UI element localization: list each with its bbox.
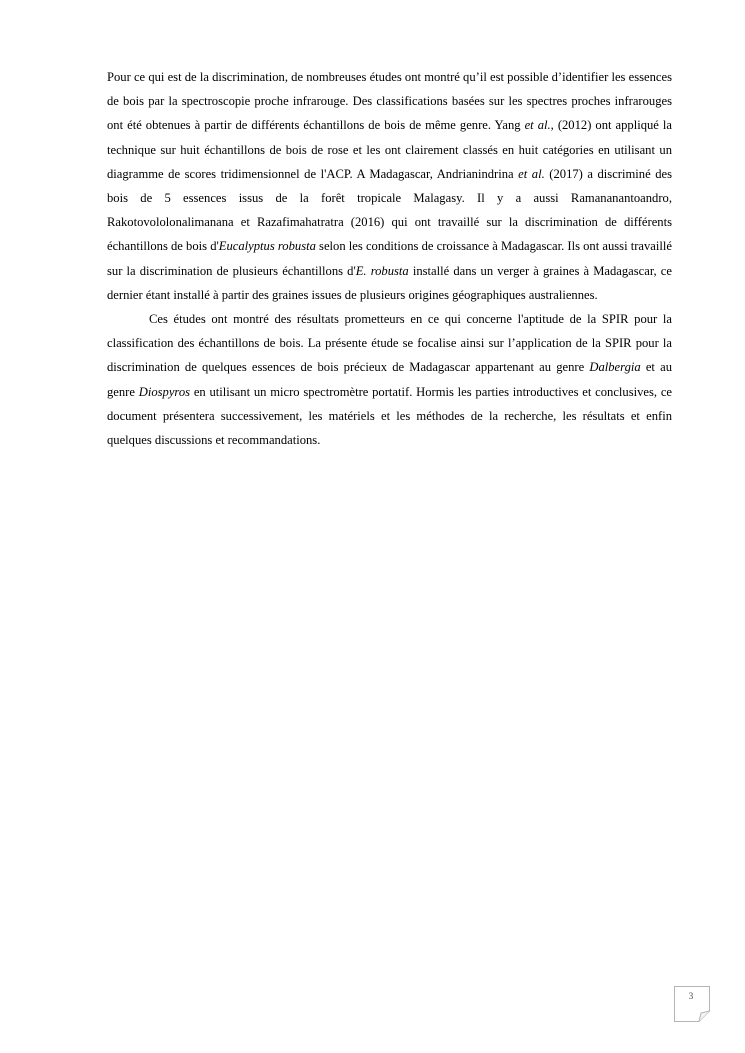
italic-run: E. robusta [355, 263, 409, 278]
paragraph-discrimination [107, 65, 672, 307]
text-run: et au genre [107, 360, 672, 399]
paragraph-study-focus [107, 307, 672, 452]
italic-run: Diospyros [138, 384, 191, 399]
italic-run: Dalbergia [589, 360, 641, 375]
text-run: en utilisant un micro spectromètre portatif. Hormis les parties introductives et conclusives, ce document présentera successivement, les matériels et les méthodes de la recherche, les résultats et enfin quelques discussions et recommandations. [107, 384, 672, 448]
body-text [107, 65, 672, 452]
page-number: 3 [688, 991, 694, 1001]
italic-run: et al. [518, 166, 545, 181]
text-run: installé dans un verger à graines à Madagascar, ce dernier étant installé à partir des graines issues de plusieurs origines géographiques australiennes. [107, 263, 672, 302]
text-run: Pour ce qui est de la discrimination, de nombreuses études ont montré qu’il est possible d’identifier les essences de bois par la spectroscopie proche infrarouge. Des classifications basées sur les spectres proches infrarouges ont été obtenues à partir de différents échantillons de bois de même genre. Yang [107, 70, 672, 133]
text-run: (2017) a discriminé des bois de 5 essences issus de la forêt tropicale Malagasy. Il y a aussi Ramananantoandro, Rakotovololonalimanana et Razafimahatratra (2016) qui ont travaillé sur la discrimination de différents échantillons de bois d' [107, 166, 672, 254]
text-run: selon les conditions de croissance à Madagascar. Ils ont aussi travaillé sur la discrimination de plusieurs échantillons d' [107, 239, 672, 278]
text-run: Ces études ont montré des résultats prometteurs en ce qui concerne l'aptitude de la SPIR pour la classification des échantillons de bois. La présente étude se focalise ainsi sur l’application de la SPIR pour la discrimination de quelques essences de bois précieux de Madagascar appartenant au genre [107, 312, 672, 375]
text-run: , (2012) ont appliqué la technique sur huit échantillons de bois de rose et les ont clairement classés en huit catégories en utilisant un diagramme de scores tridimensionnel de l'ACP. A Madagascar, Andrianindrina [107, 118, 672, 181]
italic-run: Eucalyptus robusta [218, 239, 316, 254]
page-number-box [674, 986, 710, 1022]
italic-run: et al. [524, 118, 551, 133]
